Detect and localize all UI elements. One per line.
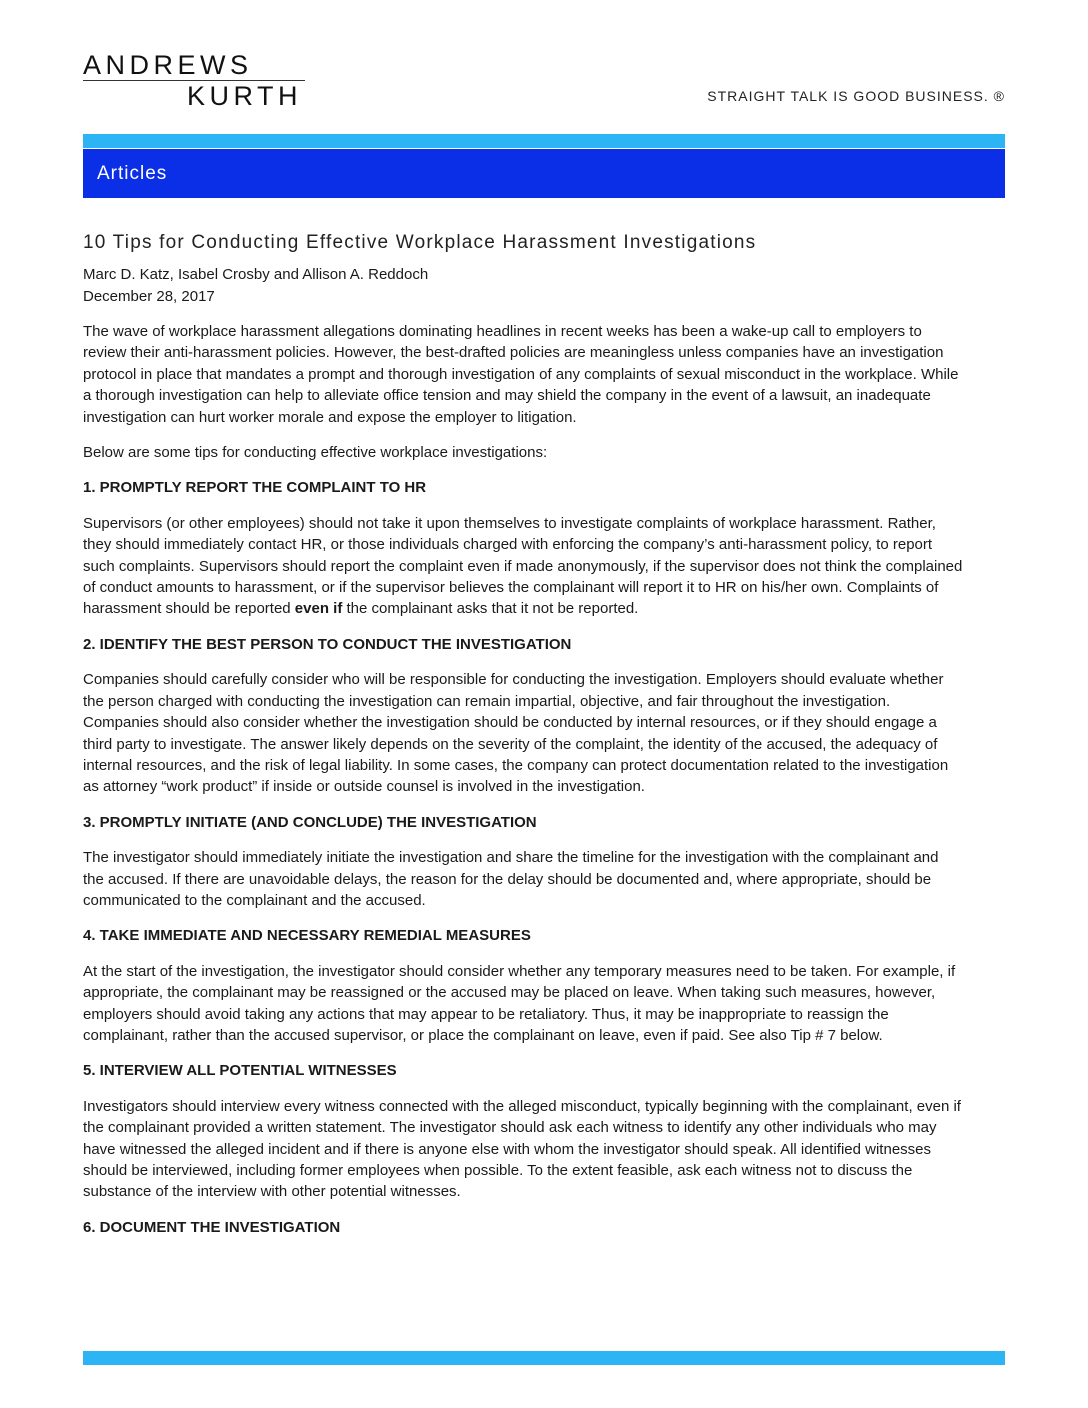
top-accent-bar: [83, 134, 1005, 148]
banner-label: Articles: [97, 163, 168, 184]
bottom-accent-bar: [83, 1351, 1005, 1365]
article-authors: Marc D. Katz, Isabel Crosby and Allison A. Reddoch: [83, 266, 429, 283]
article-body: [83, 232, 963, 1238]
section-body: Companies should carefully consider who will be responsible for conducting the investigation. Employers should evaluate whether the person charged with conducting the investigation can remain impartial, objective, and fair throughout the investigation. Companies should also consider whether the investigation should be conducted by internal resources, or if they should engage a third party to investigate. The answer likely depends on the severity of the complaint, the identity of the accused, the adequacy of internal resources, and the risk of legal liability. In some cases, the company can protect documentation related to the investigation as attorney “work product” if inside or outside counsel is involved in the investigation.: [83, 671, 949, 796]
body-text: Supervisors (or other employees) should not take it upon themselves to investigate complaints of workplace harassment. Rather, they should immediately contact HR, or those individuals charged with enforcing the company’s anti-harassment policy, to report such complaints. Supervisors should report the complaint even if made anonymously, if the supervisor does not think the complained of conduct amounts to harassment, or if the supervisor believes the complainant will report it to HR on his/her own. Complaints of harassment should be reported: [83, 514, 963, 618]
section-body: The investigator should immediately initiate the investigation and share the timeline for the investigation with the complainant and the accused. If there are unavoidable delays, the reason for the delay should be documented and, where appropriate, should be communicated to the complainant and the accused.: [83, 849, 939, 909]
section-heading: 1. PROMPTLY REPORT THE COMPLAINT TO HR: [83, 479, 427, 497]
logo-line1: ANDREWS: [83, 50, 253, 80]
section-heading: 4. TAKE IMMEDIATE AND NECESSARY REMEDIAL MEASURES: [83, 927, 531, 945]
firm-logo: [83, 50, 307, 111]
section-heading: 5. INTERVIEW ALL POTENTIAL WITNESSES: [83, 1062, 397, 1080]
lead-paragraph: Below are some tips for conducting effective workplace investigations:: [83, 444, 548, 462]
section-heading: 2. IDENTIFY THE BEST PERSON TO CONDUCT THE INVESTIGATION: [83, 635, 572, 653]
emphasis-text: even if: [294, 600, 343, 618]
section-banner: [83, 149, 1005, 198]
section-body: At the start of the investigation, the investigator should consider whether any temporary measures need to be taken. For example, if appropriate, the complainant may be reassigned or the accused may be placed on leave. When taking such measures, however, employers should avoid taking any actions that may appear to be retaliatory. Thus, it may be inappropriate to reassign the complainant, rather than the accused supervisor, or place the complainant on leave, even if paid. See also Tip # 7 below.: [83, 962, 956, 1044]
intro-paragraph: The wave of workplace harassment allegations dominating headlines in recent weeks has been a wake-up call to employers to review their anti-harassment policies. However, the best-drafted policies are meaningless unless companies have an investigation protocol in place that mandates a prompt and thorough investigation of any complaints of sexual misconduct in the workplace. While a thorough investigation can help to alleviate office tension and may shield the company in the event of a lawsuit, an inadequate investigation can hurt worker morale and expose the employer to litigation.: [83, 323, 959, 426]
tagline: STRAIGHT TALK IS GOOD BUSINESS. ®: [707, 88, 1005, 104]
logo-line2: KURTH: [187, 81, 303, 111]
section-heading: 3. PROMPTLY INITIATE (AND CONCLUDE) THE INVESTIGATION: [83, 813, 537, 831]
article-title: 10 Tips for Conducting Effective Workplace Harassment Investigations: [83, 232, 757, 253]
body-text: the complainant asks that it not be reported.: [342, 600, 639, 618]
article-date: December 28, 2017: [83, 287, 215, 305]
section-heading: 6. DOCUMENT THE INVESTIGATION: [83, 1218, 341, 1236]
section-body: Investigators should interview every witness connected with the alleged misconduct, typically beginning with the complainant, even if the complainant provided a written statement. The investigator should ask each witness to identify any other individuals who may have witnessed the alleged incident and if there is anyone else with whom the investigator should speak. All identified witnesses should be interviewed, including former employees when possible. To the extent feasible, ask each witness not to discuss the substance of the interview with other potential witnesses.: [83, 1097, 961, 1201]
section-body: [83, 513, 963, 620]
